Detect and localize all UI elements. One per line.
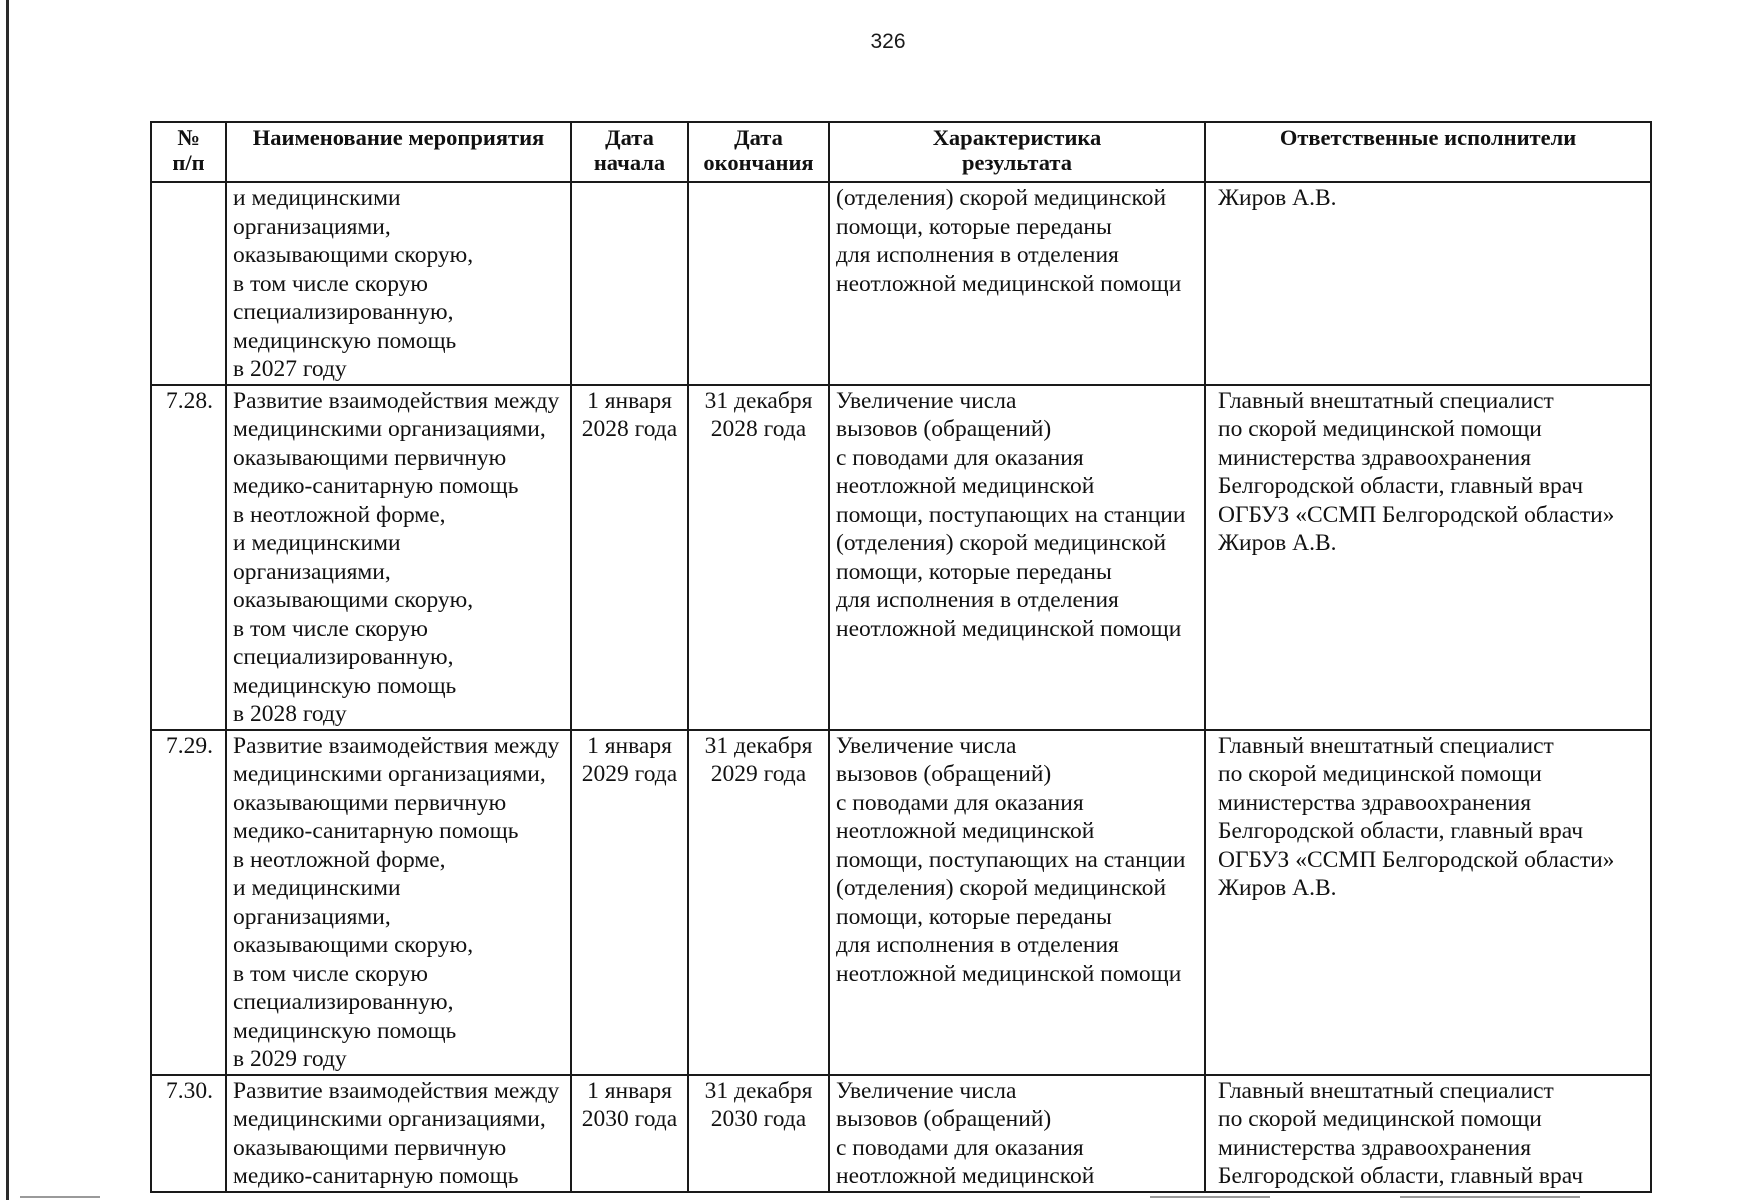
- scan-edge: [6, 0, 9, 1200]
- cell-start-date: 1 января 2028 года: [571, 385, 688, 730]
- activities-table: [150, 121, 1652, 1193]
- cell-num: [151, 182, 226, 385]
- cell-name: Развитие взаимодействия между медицинскими организациями, оказывающими первичную медико-санитарную помощь в неотложной форме, и медицинскими организациями, оказывающими скорую, в том числе скорую специализированную, медицинскую помощь в 2029 году: [226, 730, 571, 1075]
- cell-executors: Жиров А.В.: [1205, 182, 1651, 385]
- header-end-date: Дата окончания: [688, 122, 829, 182]
- cell-name: Развитие взаимодействия между медицинскими организациями, оказывающими первичную медико-санитарную помощь в неотложной форме, и медицинскими организациями, оказывающими скорую, в том числе скорую специализированную, медицинскую помощь в 2028 году: [226, 385, 571, 730]
- scan-mark: [1400, 1196, 1580, 1198]
- header-num: № п/п: [151, 122, 226, 182]
- header-start-date: Дата начала: [571, 122, 688, 182]
- table-row: [151, 385, 1651, 730]
- cell-start-date: 1 января 2029 года: [571, 730, 688, 1075]
- cell-result: Увеличение числа вызовов (обращений) с поводами для оказания неотложной медицинской помощи, поступающих на станции (отделения) скорой медицинской помощи, которые переданы для исполнения в отделения неотложной медицинской помощи: [829, 385, 1205, 730]
- header-name: Наименование мероприятия: [226, 122, 571, 182]
- cell-end-date: 31 декабря 2030 года: [688, 1075, 829, 1192]
- cell-name: Развитие взаимодействия между медицинскими организациями, оказывающими первичную медико-санитарную помощь: [226, 1075, 571, 1192]
- cell-end-date: [688, 182, 829, 385]
- cell-executors: Главный внештатный специалист по скорой медицинской помощи министерства здравоохранения Белгородской области, главный врач ОГБУЗ «ССМП Белгородской области» Жиров А.В.: [1205, 385, 1651, 730]
- header-executors: Ответственные исполнители: [1205, 122, 1651, 182]
- cell-name: и медицинскими организациями, оказывающими скорую, в том числе скорую специализированную, медицинскую помощь в 2027 году: [226, 182, 571, 385]
- cell-num: 7.28.: [151, 385, 226, 730]
- header-result: Характеристика результата: [829, 122, 1205, 182]
- cell-num: 7.29.: [151, 730, 226, 1075]
- cell-end-date: 31 декабря 2029 года: [688, 730, 829, 1075]
- header-row: [151, 122, 1651, 182]
- table-row: [151, 1075, 1651, 1192]
- cell-start-date: [571, 182, 688, 385]
- cell-executors: Главный внештатный специалист по скорой медицинской помощи министерства здравоохранения Белгородской области, главный врач: [1205, 1075, 1651, 1192]
- scan-mark: [20, 1196, 100, 1198]
- cell-num: 7.30.: [151, 1075, 226, 1192]
- table-row: [151, 182, 1651, 385]
- cell-result: Увеличение числа вызовов (обращений) с поводами для оказания неотложной медицинской помощи, поступающих на станции (отделения) скорой медицинской помощи, которые переданы для исполнения в отделения неотложной медицинской помощи: [829, 730, 1205, 1075]
- cell-executors: Главный внештатный специалист по скорой медицинской помощи министерства здравоохранения Белгородской области, главный врач ОГБУЗ «ССМП Белгородской области» Жиров А.В.: [1205, 730, 1651, 1075]
- scan-mark: [1150, 1196, 1270, 1198]
- table-header: [151, 122, 1651, 182]
- page-number: 326: [870, 30, 906, 53]
- cell-end-date: 31 декабря 2028 года: [688, 385, 829, 730]
- cell-start-date: 1 января 2030 года: [571, 1075, 688, 1192]
- table-row: [151, 730, 1651, 1075]
- cell-result: (отделения) скорой медицинской помощи, которые переданы для исполнения в отделения неотложной медицинской помощи: [829, 182, 1205, 385]
- cell-result: Увеличение числа вызовов (обращений) с поводами для оказания неотложной медицинской: [829, 1075, 1205, 1192]
